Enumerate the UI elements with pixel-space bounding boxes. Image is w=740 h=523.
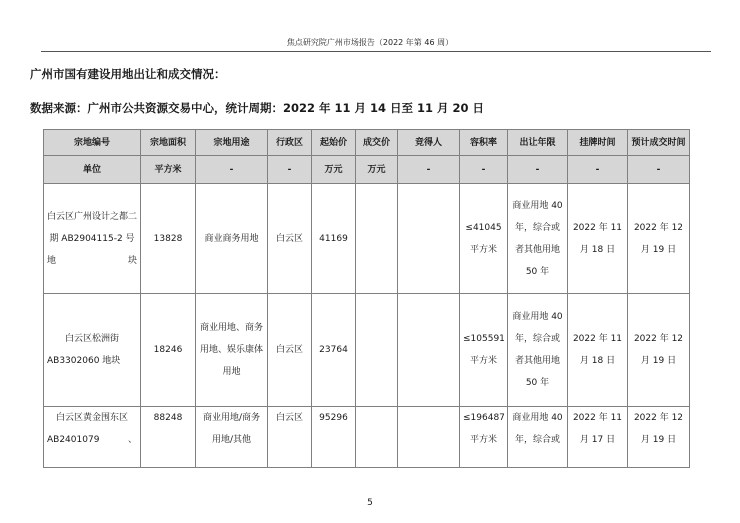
deal-price-cell <box>356 407 398 468</box>
unit-cell: - <box>568 156 628 184</box>
district-cell: 白云区 <box>268 184 312 294</box>
start-price-cell: 95296 <box>312 407 356 468</box>
unit-cell: - <box>196 156 268 184</box>
column-header: 容积率 <box>460 130 508 156</box>
unit-cell: 万元 <box>356 156 398 184</box>
district-cell: 白云区 <box>268 294 312 407</box>
district-cell: 白云区 <box>268 407 312 468</box>
land-use-cell: 商业用地/商务用地/其他 <box>196 407 268 468</box>
far-cell: ≤105591 平方米 <box>460 294 508 407</box>
column-header: 宗地面积 <box>141 130 196 156</box>
unit-cell: - <box>628 156 690 184</box>
column-header: 挂牌时间 <box>568 130 628 156</box>
far-cell: ≤41045 平方米 <box>460 184 508 294</box>
far-cell: ≤196487 平方米 <box>460 407 508 468</box>
table-row <box>44 184 690 294</box>
unit-cell: 平方米 <box>141 156 196 184</box>
parcel-id-cell: 白云区松洲街 AB3302060 地块 <box>44 294 141 407</box>
unit-cell: - <box>398 156 460 184</box>
table-row <box>44 294 690 407</box>
unit-cell: - <box>268 156 312 184</box>
data-source-heading: 数据来源：广州市公共资源交易中心，统计周期：2022 年 11 月 14 日至 11 月 20 日 <box>30 101 485 115</box>
header-divider <box>41 51 711 52</box>
winner-cell <box>398 184 460 294</box>
table-row <box>44 407 690 468</box>
land-transaction-table <box>43 129 690 468</box>
table-header-row <box>44 130 690 156</box>
column-header: 竞得人 <box>398 130 460 156</box>
term-cell: 商业用地 40 年，综合或者其他用地 50 年 <box>508 294 568 407</box>
column-header: 起始价 <box>312 130 356 156</box>
start-price-cell: 23764 <box>312 294 356 407</box>
section-heading: 广州市国有建设用地出让和成交情况： <box>30 67 226 81</box>
term-cell: 商业用地 40 年，综合或 <box>508 407 568 468</box>
page-number: 5 <box>367 498 373 508</box>
parcel-id-cell: 白云区黄金围东区 AB2401079 、 <box>44 407 141 468</box>
column-header: 宗地编号 <box>44 130 141 156</box>
column-header: 出让年限 <box>508 130 568 156</box>
deal-price-cell <box>356 184 398 294</box>
table-unit-row <box>44 156 690 184</box>
land-use-cell: 商业商务用地 <box>196 184 268 294</box>
expected-date-cell: 2022 年 12 月 19 日 <box>628 407 690 468</box>
listing-date-cell: 2022 年 11 月 18 日 <box>568 294 628 407</box>
area-cell: 18246 <box>141 294 196 407</box>
deal-price-cell <box>356 294 398 407</box>
column-header: 宗地用途 <box>196 130 268 156</box>
winner-cell <box>398 407 460 468</box>
unit-cell: - <box>460 156 508 184</box>
term-cell: 商业用地 40 年，综合或者其他用地 50 年 <box>508 184 568 294</box>
listing-date-cell: 2022 年 11 月 17 日 <box>568 407 628 468</box>
running-header: 焦点研究院广州市场报告（2022 年第 46 周） <box>286 38 454 47</box>
area-cell: 13828 <box>141 184 196 294</box>
listing-date-cell: 2022 年 11 月 18 日 <box>568 184 628 294</box>
column-header: 成交价 <box>356 130 398 156</box>
land-use-cell: 商业用地、商务用地、娱乐康体用地 <box>196 294 268 407</box>
column-header: 行政区 <box>268 130 312 156</box>
unit-cell: 万元 <box>312 156 356 184</box>
unit-cell: - <box>508 156 568 184</box>
column-header: 预计成交时间 <box>628 130 690 156</box>
expected-date-cell: 2022 年 12 月 19 日 <box>628 184 690 294</box>
parcel-id-cell: 白云区广州设计之都二期 AB2904115-2 号地块 <box>44 184 141 294</box>
area-cell: 88248 <box>141 407 196 468</box>
unit-cell: 单位 <box>44 156 141 184</box>
start-price-cell: 41169 <box>312 184 356 294</box>
expected-date-cell: 2022 年 12 月 19 日 <box>628 294 690 407</box>
winner-cell <box>398 294 460 407</box>
